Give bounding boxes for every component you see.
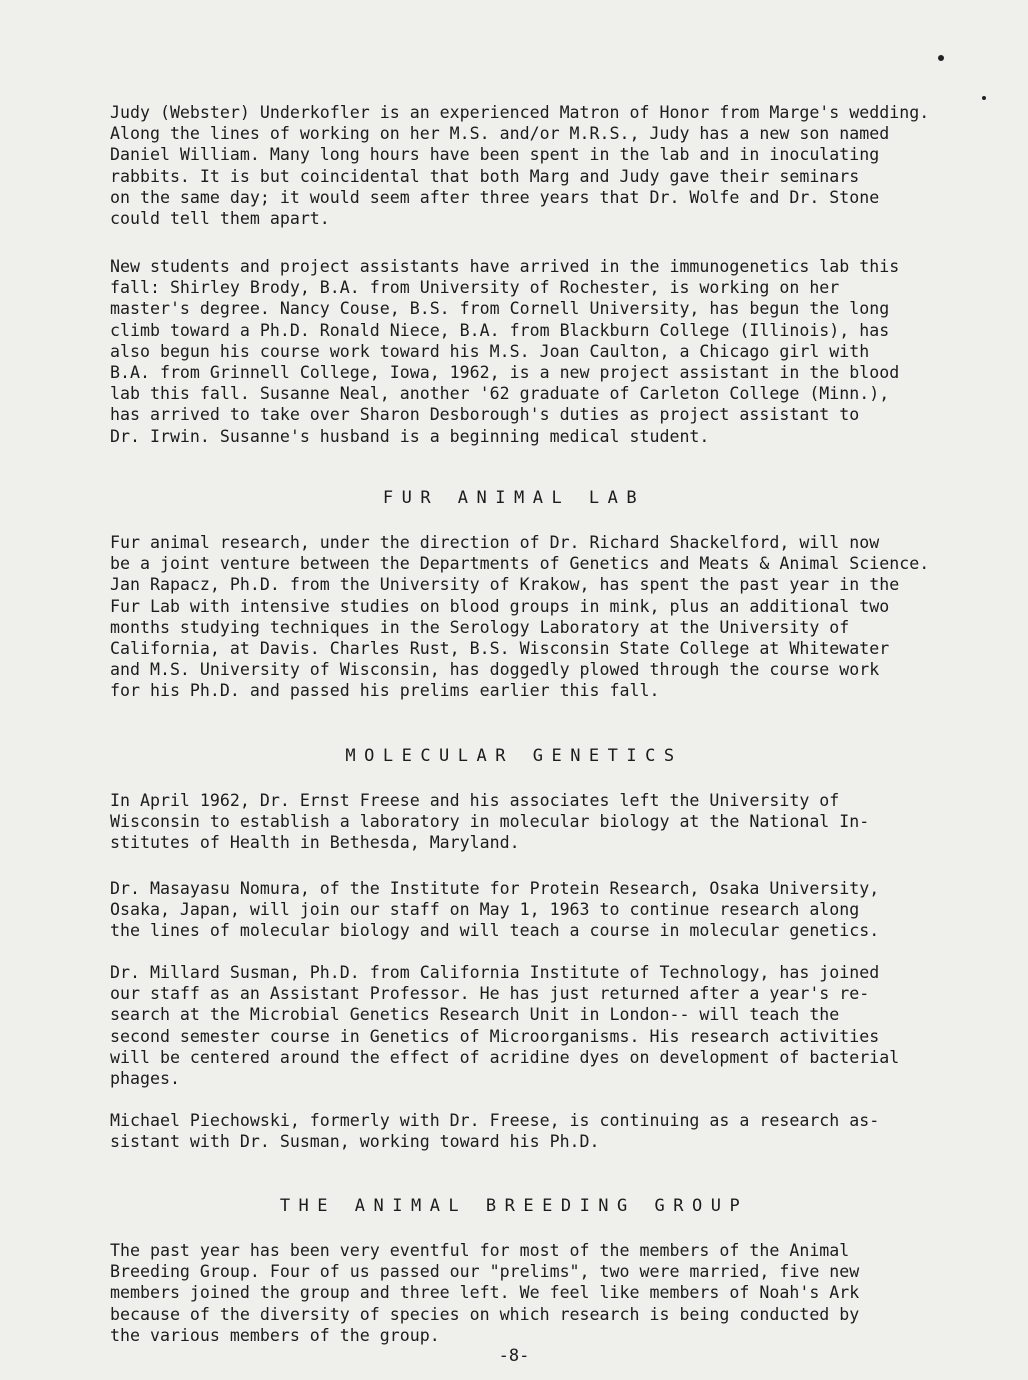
paragraph-animal-breeding: The past year has been very eventful for most of the members of the Animal Breeding Group. Four of us passed our "prelims", two were married, five new members joined the group and three left. We feel like members of Noah's Ark because of the diversity of species on which research is being conducted by the various members of the group. (110, 1241, 860, 1345)
paragraph-piechowski: Michael Piechowski, formerly with Dr. Freese, is continuing as a research as- sistant with Dr. Susman, working toward his Ph.D. (110, 1111, 880, 1152)
margin-mark (938, 55, 944, 61)
paragraph-underkofler: Judy (Webster) Underkofler is an experienced Matron of Honor from Marge's wedding. Along the lines of working on her M.S. and/or M.R.S., Judy has a new son named Daniel William. Many long hours have been spent in the lab and in inoculating rabbits. It is but coincidental that both Marg and Judy gave their seminars on the same day; it would seem after three years that Dr. Wolfe and Dr. Stone could tell them apart. (110, 103, 930, 229)
heading-fur-animal-lab: FUR ANIMAL LAB (382, 488, 646, 508)
paragraph-nomura: Dr. Masayasu Nomura, of the Institute for Protein Research, Osaka University, Osaka, Japan, will join our staff on May 1, 1963 to continue research along the lines of molecular biology and will teach a course in molecular genetics. (110, 879, 880, 941)
paragraph-susman: Dr. Millard Susman, Ph.D. from California Institute of Technology, has joined our staff as an Assistant Professor. He has just returned after a year's re- search at the Microbial Genetics Research Unit in London-- will teach the second semester course in Genetics of Microorganisms. His research activities will be centered around the effect of acridine dyes on development of bacterial phages. (110, 963, 900, 1089)
heading-molecular-genetics: MOLECULAR GENETICS (345, 746, 683, 766)
heading-animal-breeding-group: THE ANIMAL BREEDING GROUP (279, 1196, 749, 1216)
paragraph-freese: In April 1962, Dr. Ernst Freese and his associates left the University of Wisconsin to establish a laboratory in molecular biology at the National In- stitutes of Health in Bethesda, Maryland. (110, 791, 870, 853)
margin-mark (982, 96, 986, 100)
page-number: -8- (498, 1346, 530, 1366)
paragraph-fur-animal-research: Fur animal research, under the direction of Dr. Richard Shackelford, will now be a joint venture between the Departments of Genetics and Meats & Animal Science. Jan Rapacz, Ph.D. from the University of Krakow, has spent the past year in the Fur Lab with intensive studies on blood groups in mink, plus an additional two months studying techniques in the Serology Laboratory at the University of California, at Davis. Charles Rust, B.S. Wisconsin State College at Whitewater and M.S. University of Wisconsin, has doggedly plowed through the course work for his Ph.D. and passed his prelims earlier this fall. (110, 533, 930, 701)
paragraph-new-students: New students and project assistants have arrived in the immunogenetics lab this fall: Shirley Brody, B.A. from University of Rochester, is working on her master's degree. Nancy Couse, B.S. from Cornell University, has begun the long climb toward a Ph.D. Ronald Niece, B.A. from Blackburn College (Illinois), has also begun his course work toward his M.S. Joan Caulton, a Chicago girl with B.A. from Grinnell College, Iowa, 1962, is a new project assistant in the blood lab this fall. Susanne Neal, another '62 graduate of Carleton College (Minn.), has arrived to take over Sharon Desborough's duties as project assistant to Dr. Irwin. Susanne's husband is a beginning medical student. (110, 257, 900, 446)
